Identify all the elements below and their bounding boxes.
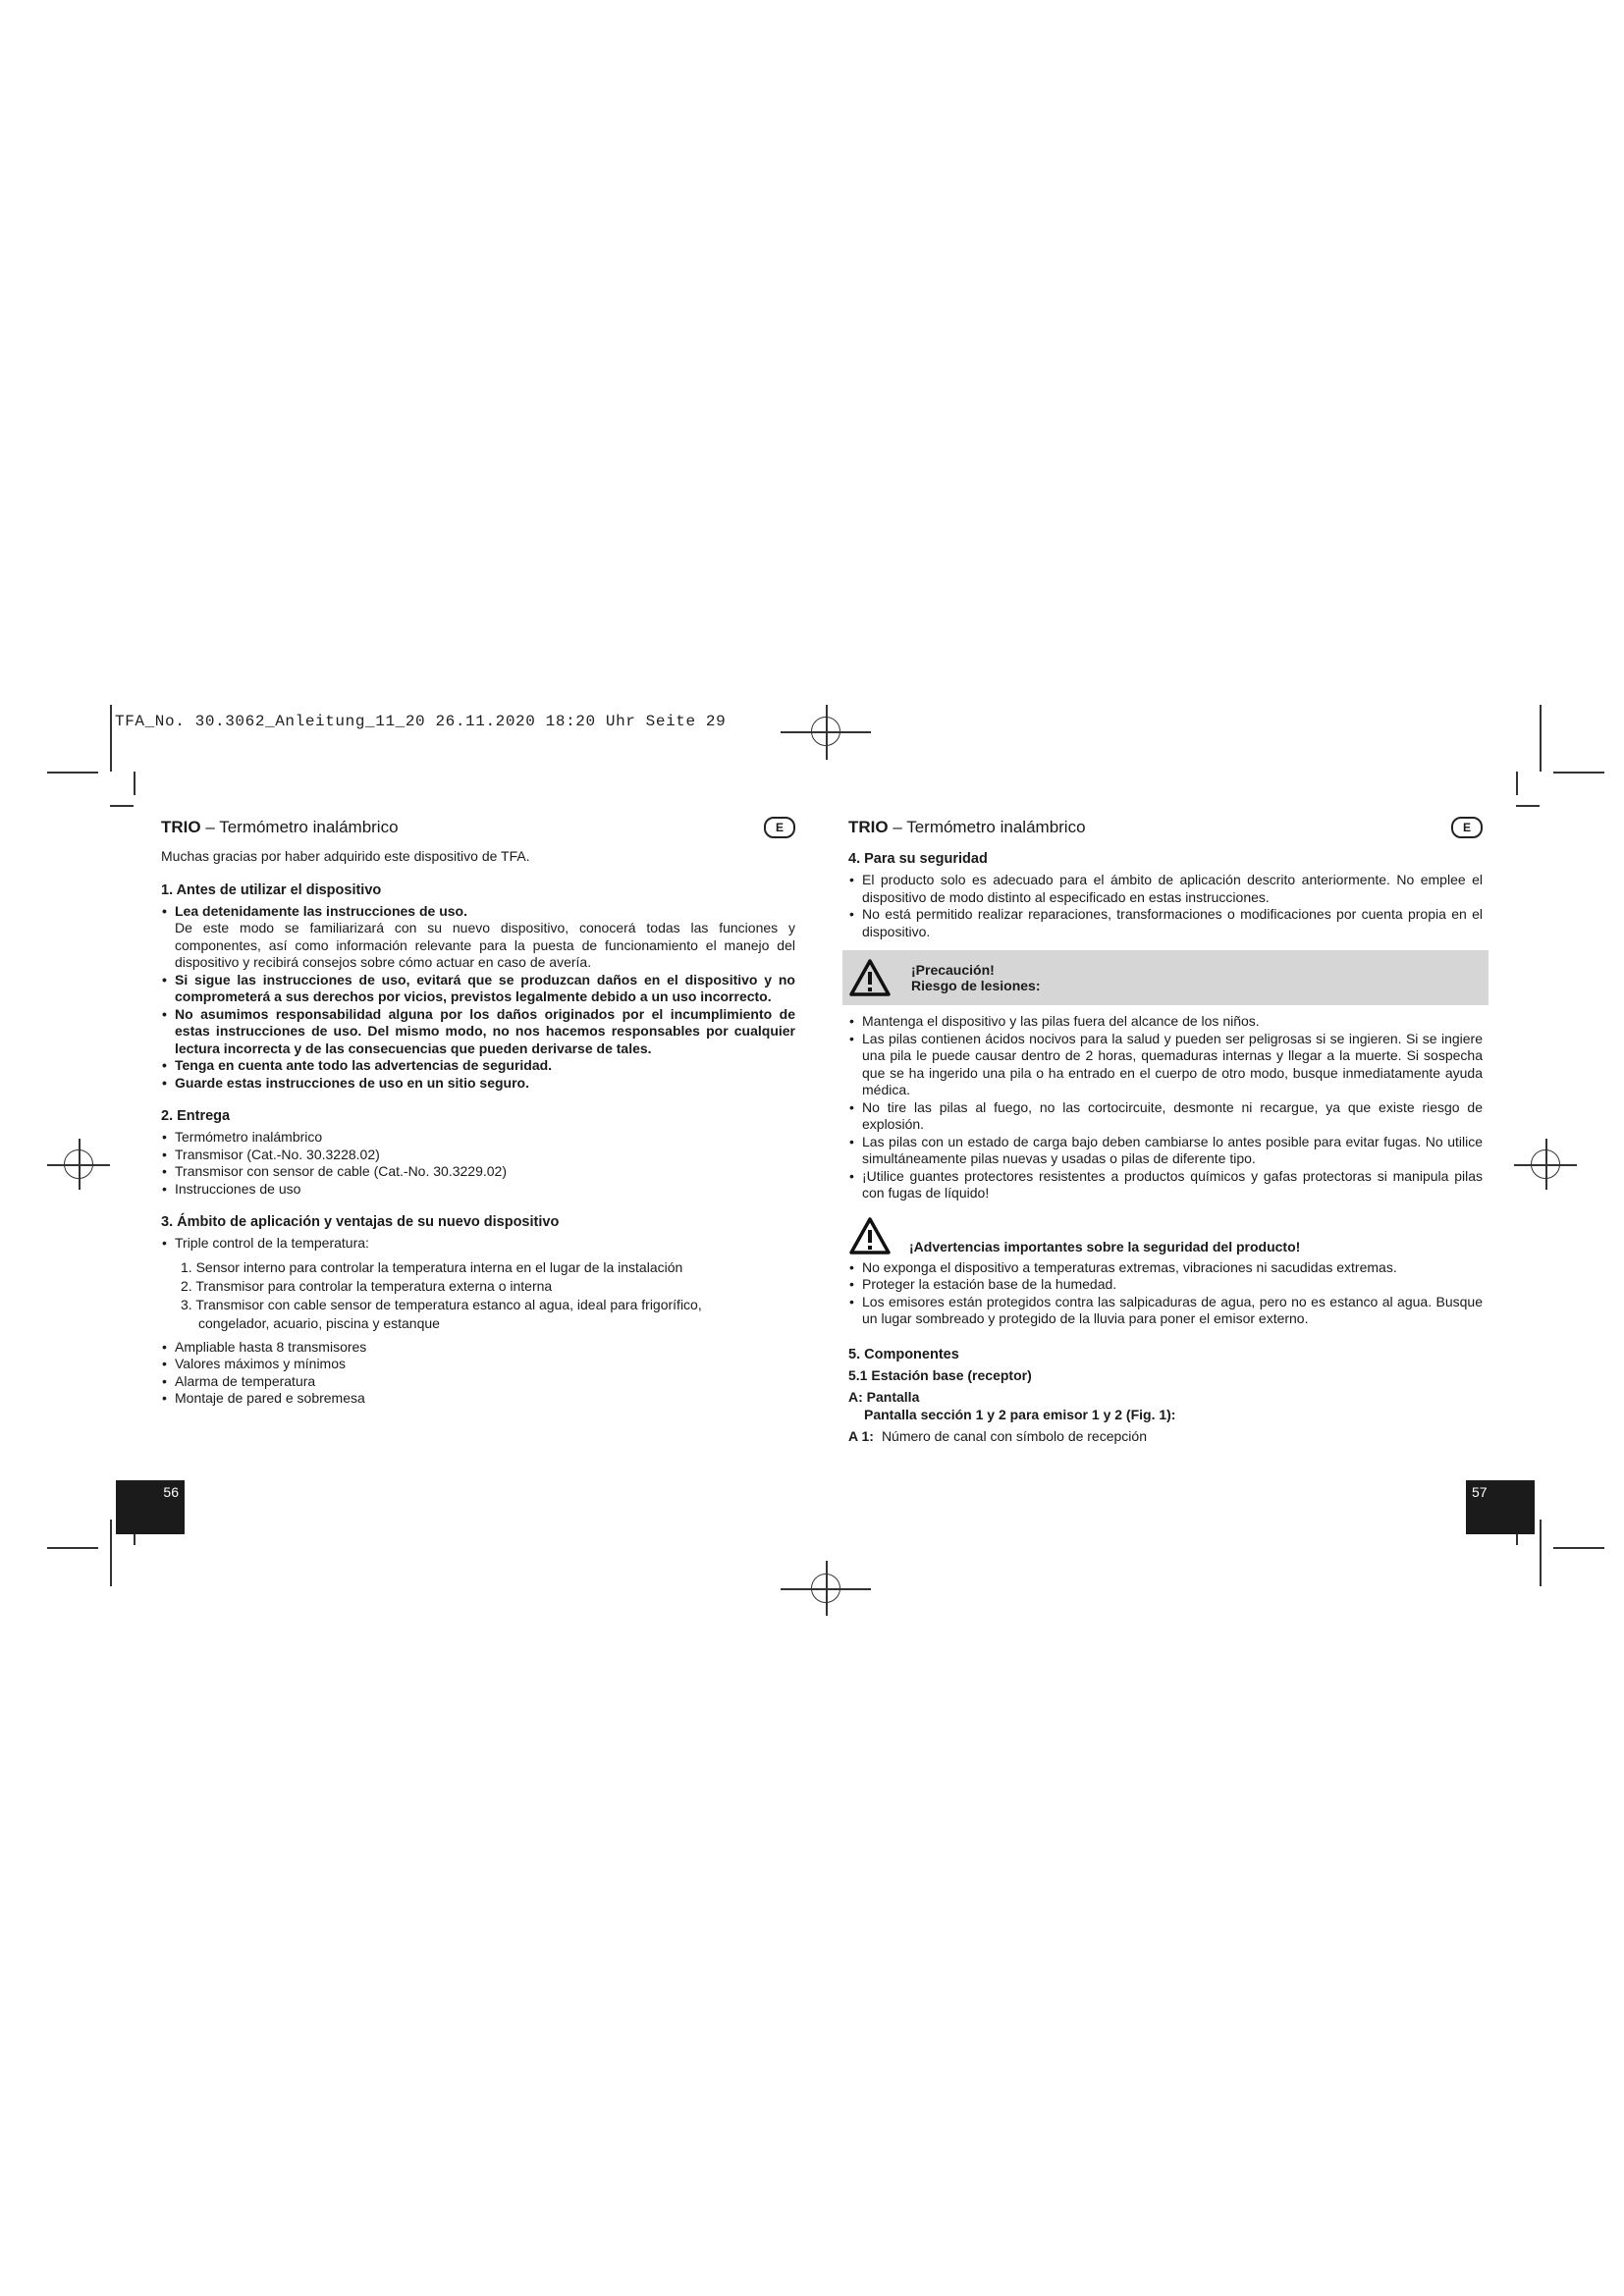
language-badge: E	[764, 817, 795, 838]
list-item: • El producto solo es adecuado para el ámbito de aplicación descrito anteriormente. No emplee el dispositivo de modo distinto al especificado en estas instrucciones.	[848, 872, 1483, 906]
right-page	[848, 815, 1483, 1445]
list-item: • Proteger la estación base de la humedad.	[848, 1276, 1483, 1294]
numbered-item-continuation: congelador, acuario, piscina y estanque	[198, 1314, 440, 1331]
list-item: • Instrucciones de uso	[161, 1181, 795, 1199]
product-safety-warning	[848, 1216, 1483, 1255]
warning-title: ¡Advertencias importantes sobre la seguridad del producto!	[909, 1238, 1301, 1255]
list-item: • Transmisor con sensor de cable (Cat.-No. 30.3229.02)	[161, 1163, 795, 1181]
section-4-heading: 4. Para su seguridad	[848, 851, 988, 867]
list-item: • Mantenga el dispositivo y las pilas fuera del alcance de los niños.	[848, 1013, 1483, 1031]
section-3-heading: 3. Ámbito de aplicación y ventajas de su nuevo dispositivo	[161, 1214, 560, 1230]
numbered-item: 1. Sensor interno para controlar la temperatura interna en el lugar de la instalación	[181, 1258, 683, 1275]
list-item: • Lea detenidamente las instrucciones de uso.	[161, 903, 795, 921]
list-item: • Los emisores están protegidos contra las salpicaduras de agua, pero no es estanco al agua. Busque un lugar sombreado y protegido de la lluvia para poner el emisor externo.	[848, 1294, 1483, 1328]
warning-triangle-icon	[848, 1216, 892, 1255]
intro-text: Muchas gracias por haber adquirido este dispositivo de TFA.	[161, 848, 530, 864]
list-item: • No tire las pilas al fuego, no las cortocircuite, desmonte ni recargue, ya que existe riesgo de explosión.	[848, 1099, 1483, 1134]
list-item: • Valores máximos y mínimos	[161, 1356, 795, 1373]
caution-banner	[842, 950, 1489, 1005]
page-number-left: 56	[116, 1480, 185, 1534]
left-header	[161, 815, 795, 840]
list-item: • No exponga el dispositivo a temperaturas extremas, vibraciones ni sacudidas extremas.	[848, 1259, 1483, 1277]
subsection-heading: Pantalla sección 1 y 2 para emisor 1 y 2 (Fig. 1):	[864, 1406, 1176, 1422]
section-2-heading: 2. Entrega	[161, 1108, 231, 1124]
numbered-item: 2. Transmisor para controlar la temperatura externa o interna	[181, 1277, 553, 1294]
print-slug: TFA_No. 30.3062_Anleitung_11_20 26.11.2020 18:20 Uhr Seite 29	[115, 713, 727, 730]
list-item: • No asumimos responsabilidad alguna por los daños originados por el incumplimiento de estas instrucciones de uso. Del mismo modo, no nos hacemos responsables por cualquier lectura incorrecta y de las consecuencias que pueden derivarse de tales.	[161, 1006, 795, 1058]
left-page-title: TRIO – Termómetro inalámbrico	[161, 818, 399, 836]
list-item: • Triple control de la temperatura:	[161, 1235, 795, 1253]
list-item: • Guarde estas instrucciones de uso en un sitio seguro.	[161, 1075, 795, 1093]
section-5-heading: 5. Componentes	[848, 1346, 959, 1362]
list-item: • No está permitido realizar reparaciones, transformaciones o modificaciones por cuenta propia en el dispositivo.	[848, 906, 1483, 940]
list-item: • Si sigue las instrucciones de uso, evitará que se produzcan daños en el dispositivo y no comprometerá a sus derechos por vicios, previstos legalmente debido a un uso incorrecto.	[161, 972, 795, 1006]
right-page-title: TRIO – Termómetro inalámbrico	[848, 818, 1086, 836]
warning-triangle-icon	[848, 958, 892, 997]
left-page	[161, 815, 795, 1408]
subsection-heading: A: Pantalla	[848, 1389, 920, 1405]
caution-subtitle: Riesgo de lesiones:	[911, 978, 1041, 993]
component-item: A 1: Número de canal con símbolo de recepción	[848, 1428, 1147, 1444]
list-item: • Alarma de temperatura	[161, 1373, 795, 1391]
list-item: • Las pilas con un estado de carga bajo deben cambiarse lo antes posible para evitar fugas. No utilice simultáneamente pilas nuevas y usadas o pilas de diferente tipo.	[848, 1134, 1483, 1168]
list-item: • Las pilas contienen ácidos nocivos para la salud y pueden ser peligrosas si se ingieren. Si se ingiere una pila le puede causar dentro de 2 horas, quemaduras internas y llegar a la muerte. Si sospecha que se ha ingerido una pila o ha entrado en el cuerpo de otro modo, busque inmediatamente ayuda médica.	[848, 1031, 1483, 1099]
right-header	[848, 815, 1483, 840]
numbered-item: 3. Transmisor con cable sensor de temperatura estanco al agua, ideal para frigorífico,	[181, 1296, 702, 1312]
list-item-body: De este modo se familiarizará con su nuevo dispositivo, conocerá todas las funciones y componentes, así como información relevante para la puesta de funcionamiento el manejo del dispositivo y recibirá consejos sobre cómo actuar en caso de avería.	[175, 920, 795, 970]
list-item: • Termómetro inalámbrico	[161, 1129, 795, 1147]
caution-title: ¡Precaución!	[911, 962, 995, 978]
list-item: • ¡Utilice guantes protectores resistentes a productos químicos y gafas protectoras si manipula pilas con fugas de líquido!	[848, 1168, 1483, 1202]
subsection-heading: 5.1 Estación base (receptor)	[848, 1366, 1032, 1383]
list-item: • Montaje de pared e sobremesa	[161, 1390, 795, 1408]
language-badge: E	[1451, 817, 1483, 838]
list-item: • Ampliable hasta 8 transmisores	[161, 1339, 795, 1357]
page-number-right: 57	[1466, 1480, 1535, 1534]
list-item: • Tenga en cuenta ante todo las advertencias de seguridad.	[161, 1057, 795, 1075]
section-1-heading: 1. Antes de utilizar el dispositivo	[161, 881, 382, 898]
list-item: • Transmisor (Cat.-No. 30.3228.02)	[161, 1147, 795, 1164]
